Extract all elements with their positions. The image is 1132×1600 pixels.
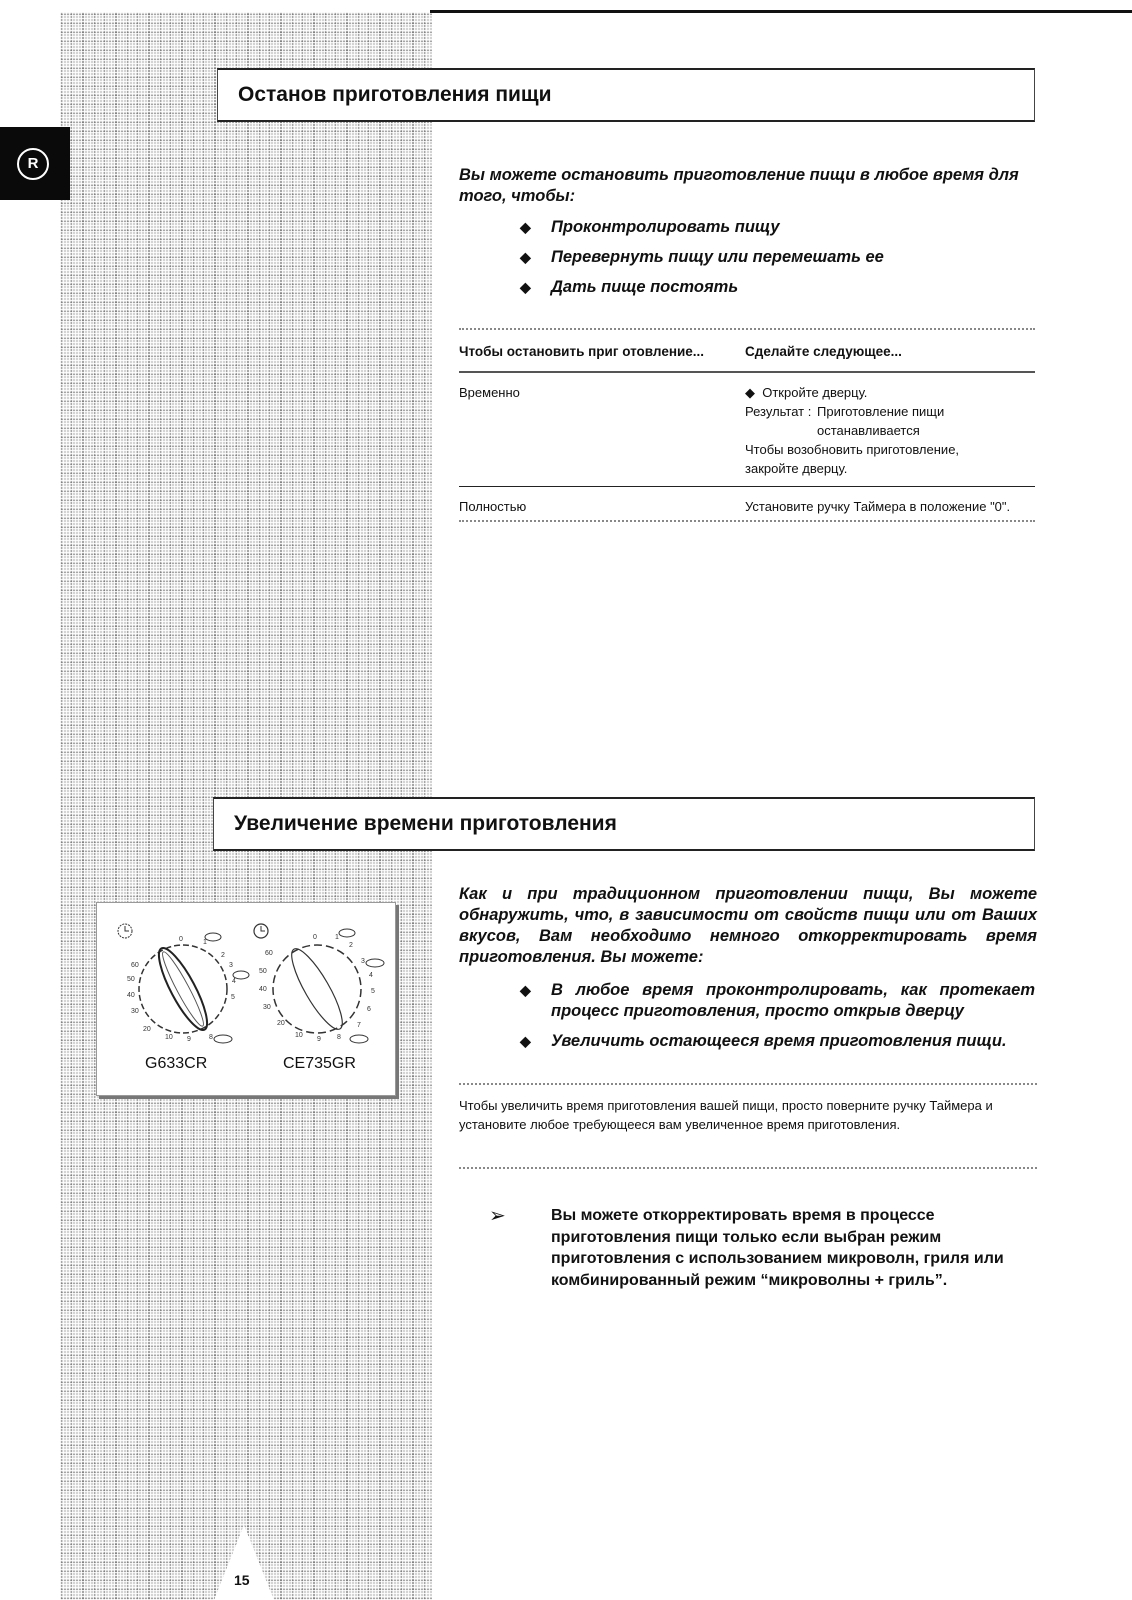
svg-text:10: 10	[295, 1032, 303, 1039]
stop-cooking-table	[459, 338, 1035, 524]
svg-text:60: 60	[131, 962, 139, 969]
svg-text:20: 20	[277, 1020, 285, 1027]
svg-text:40: 40	[127, 992, 135, 999]
top-rule	[430, 10, 1132, 13]
page-number: 15	[234, 1572, 250, 1588]
svg-text:40: 40	[259, 986, 267, 993]
svg-text:7: 7	[357, 1022, 361, 1029]
table-row	[459, 486, 1035, 524]
table-cell-action: Установите ручку Таймера в положение "0".	[745, 499, 1011, 514]
list-item-text: Проконтролировать пищу	[551, 218, 780, 236]
note	[489, 1205, 1034, 1291]
list-item-text: Увеличить остающееся время приготовления пищи.	[551, 1032, 1007, 1050]
svg-text:10: 10	[165, 1034, 173, 1041]
svg-text:3: 3	[361, 958, 365, 965]
result-label: Результат :	[745, 404, 812, 419]
language-badge: R	[17, 148, 49, 180]
timer-dials-figure	[96, 902, 396, 1096]
svg-text:2: 2	[221, 952, 225, 959]
table-row	[459, 373, 1035, 486]
model-label: CE735GR	[283, 1055, 356, 1072]
svg-text:1: 1	[203, 939, 207, 946]
dotted-divider	[459, 328, 1035, 330]
svg-text:4: 4	[232, 978, 236, 985]
instruction-text: Чтобы увеличить время приготовления вашей пищи, просто поверните ручку Таймера и установите любое требующееся вам увеличенное время приготовления.	[459, 1098, 993, 1132]
svg-text:20: 20	[143, 1026, 151, 1033]
result-line	[745, 402, 1035, 440]
svg-text:8: 8	[209, 1034, 213, 1041]
section-title-text: Останов приготовления пищи	[238, 83, 552, 106]
list-item	[520, 277, 1030, 298]
table-header-cell: Сделайте следующее...	[745, 344, 902, 359]
svg-text:30: 30	[263, 1004, 271, 1011]
table-cell-action	[745, 383, 1035, 478]
svg-text:9: 9	[317, 1036, 321, 1043]
section-title-increase-time	[213, 797, 1035, 851]
svg-text:9: 9	[187, 1036, 191, 1043]
diamond-bullet-icon: ◆	[520, 1033, 531, 1049]
timer-dial-ce735gr-icon	[247, 917, 387, 1047]
table-cell-when: Временно	[459, 385, 520, 400]
table-header	[459, 338, 1035, 373]
arrow-right-icon: ➢	[489, 1205, 506, 1227]
diamond-bullet-icon: ◆	[520, 249, 531, 265]
svg-text:6: 6	[367, 1006, 371, 1013]
svg-text:5: 5	[231, 994, 235, 1001]
result-text: Приготовление пищи останавливается	[817, 404, 945, 438]
svg-text:4: 4	[369, 972, 373, 979]
diamond-bullet-icon: ◆	[520, 279, 531, 295]
diamond-bullet-icon: ◆	[520, 219, 531, 235]
list-item	[520, 1031, 1035, 1052]
svg-text:0: 0	[313, 934, 317, 941]
list-item-text: Перевернуть пищу или перемешать ее	[551, 248, 884, 266]
language-tab	[0, 127, 70, 200]
bullet-list-stop-reasons	[520, 217, 1030, 307]
list-item-text: В любое время проконтролировать, как протекает процесс приготовления, просто открыв дверцу	[551, 981, 1035, 1020]
svg-text:1: 1	[335, 934, 339, 941]
dotted-divider	[459, 1083, 1037, 1085]
list-item	[520, 247, 1030, 268]
model-label: G633CR	[145, 1055, 208, 1072]
section-title-stop-cooking	[217, 68, 1035, 122]
svg-text:3: 3	[229, 962, 233, 969]
page-number-triangle	[214, 1525, 274, 1600]
table-header-cell: Чтобы остановить приг отовление...	[459, 344, 705, 359]
action-text: Откройте дверцу.	[762, 385, 868, 400]
list-item	[520, 980, 1035, 1022]
list-item-text: Дать пище постоять	[551, 278, 739, 296]
timer-dial-g633cr-icon	[111, 917, 251, 1047]
svg-text:50: 50	[127, 976, 135, 983]
diamond-bullet-icon: ◆	[520, 982, 531, 998]
svg-text:60: 60	[265, 950, 273, 957]
note-text: Вы можете откорректировать время в процессе приготовления пищи только если выбран режим приготовления с использованием микроволн, гриля или комбинированный режим “микроволны + гриль”.	[551, 1207, 1004, 1289]
svg-text:5: 5	[371, 988, 375, 995]
svg-text:30: 30	[131, 1008, 139, 1015]
dotted-divider	[459, 1167, 1037, 1169]
dotted-divider	[459, 520, 1035, 522]
bullet-list-options	[520, 980, 1035, 1061]
list-item	[520, 217, 1030, 238]
intro-increase-time: Как и при традиционном приготовлении пищи, Вы можете обнаружить, что, в зависимости от свойств пищи или от Ваших вкусов, Вам необходимо немного откорректировать время приготовления. Вы можете:	[459, 885, 1037, 966]
svg-text:2: 2	[349, 942, 353, 949]
resume-text: Чтобы возобновить приготовление, закройте дверцу.	[745, 442, 960, 476]
svg-text:0: 0	[179, 936, 183, 943]
diamond-bullet-icon: ◆	[745, 385, 755, 400]
svg-text:8: 8	[337, 1034, 341, 1041]
section-title-text: Увеличение времени приготовления	[234, 812, 617, 835]
table-cell-when: Полностью	[459, 499, 527, 514]
intro-stop-cooking: Вы можете остановить приготовление пищи в любое время для того, чтобы:	[459, 166, 1019, 205]
svg-text:50: 50	[259, 968, 267, 975]
